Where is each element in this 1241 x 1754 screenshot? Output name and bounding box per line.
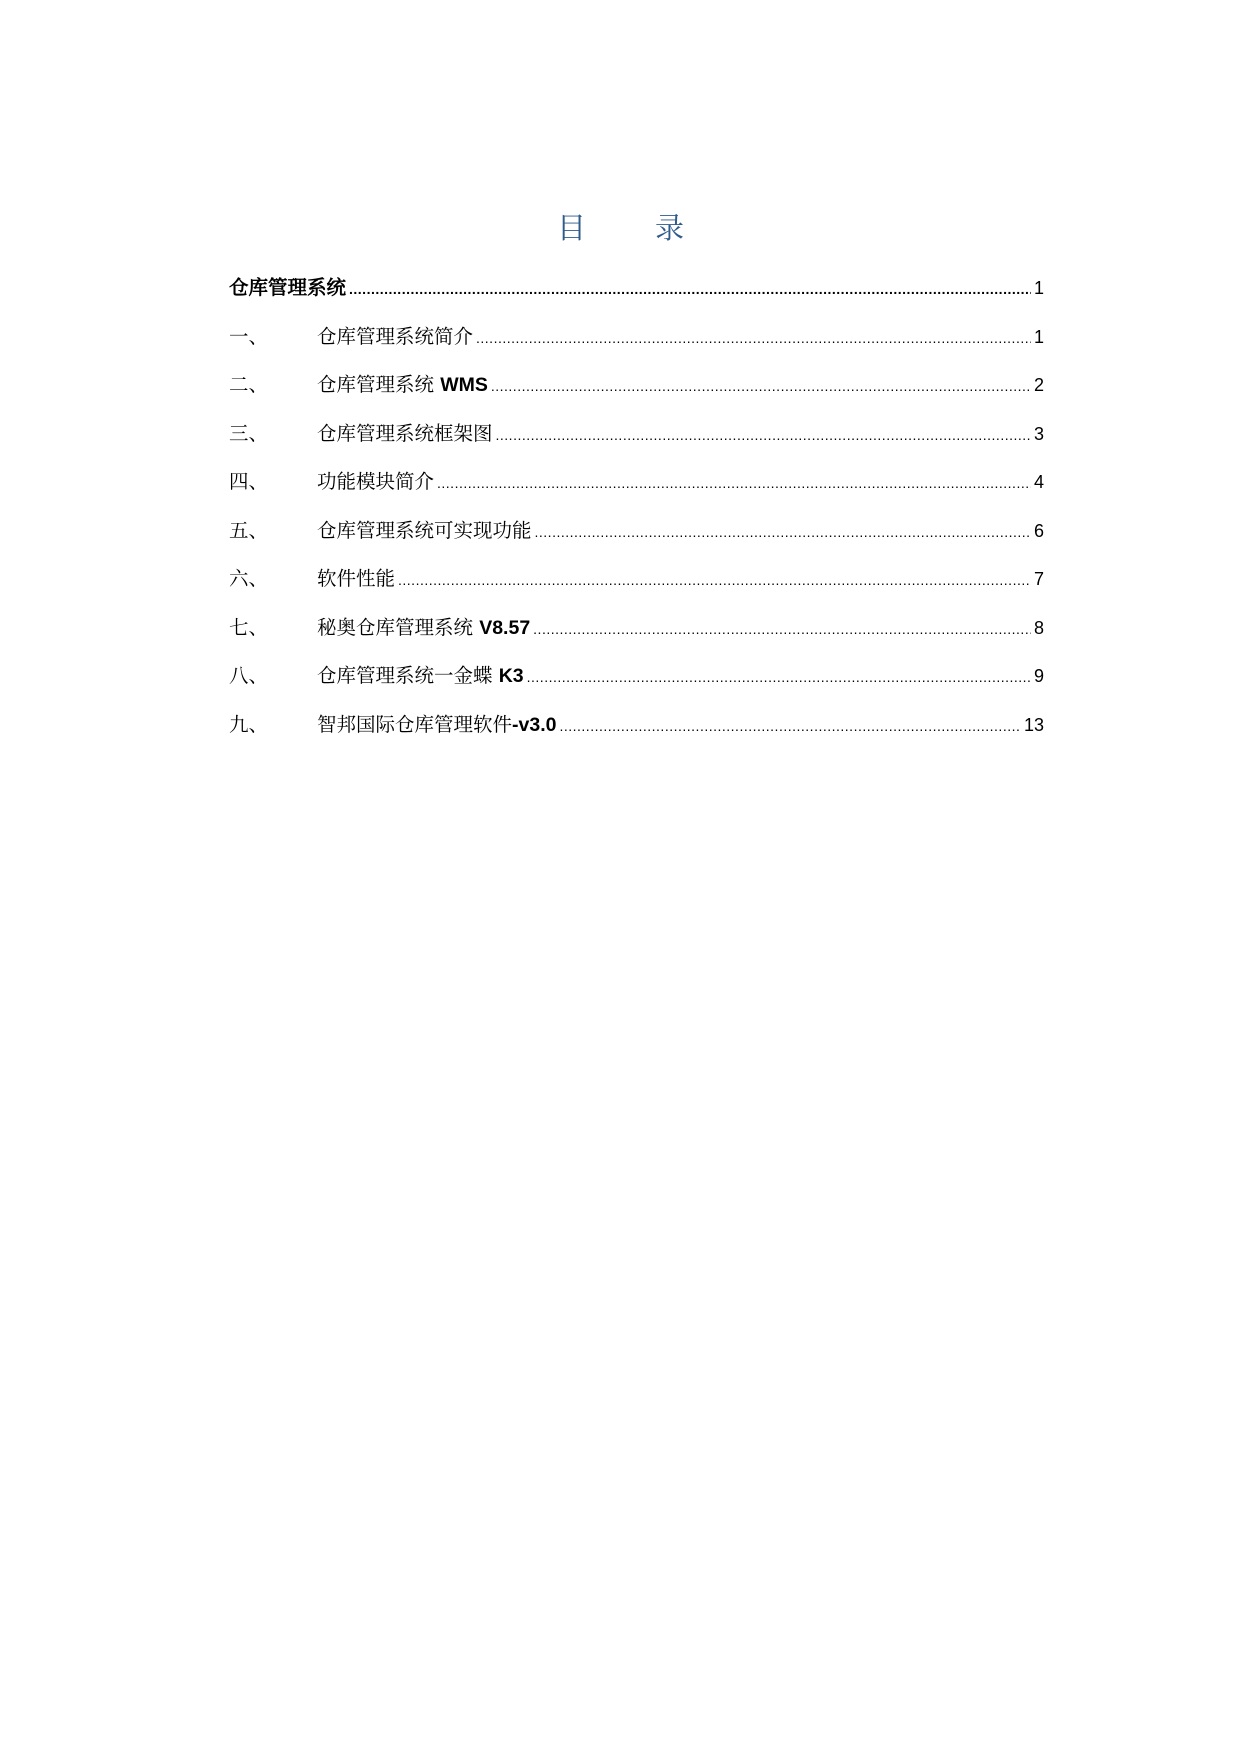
toc-page-number: 9 [1033,666,1044,686]
toc-entry-number: 四、 [229,470,269,493]
toc-entry[interactable] [229,559,1044,608]
toc-entry-title [317,414,493,454]
toc-dot-leader [398,560,1031,600]
toc-entry-title [317,559,395,599]
toc-entry-title-text: 仓库管理系统可实现功能 [317,518,532,542]
toc-entry[interactable] [229,414,1044,463]
toc-entry-number: 五、 [229,518,269,542]
toc-dot-leader [533,609,1031,649]
toc-entry-number: 八、 [229,664,269,687]
toc-page-number: 13 [1023,714,1044,735]
toc-page-number: 4 [1033,472,1044,492]
toc-entry-title-text: 仓库管理系统 [317,373,441,396]
toc-title: 目 录 [556,211,704,245]
toc-page-number: 3 [1033,423,1044,444]
toc-entry[interactable] [229,365,1044,414]
toc-page-number: 6 [1033,520,1044,541]
toc-entry-title-latin: K3 [498,665,524,687]
toc-entry-title-text: 仓库管理系统一金蝶 [317,664,499,687]
toc-entry-title [317,511,532,551]
toc-page-number: 8 [1033,617,1044,638]
toc-dot-leader [476,318,1031,358]
toc-entry-number: 九、 [229,712,269,736]
toc-entry-number: 二、 [229,373,269,396]
toc-entry-title [317,317,473,357]
toc-dot-leader [496,415,1031,455]
toc-entry[interactable] [229,608,1044,657]
toc-entry-title-text: 软件性能 [317,567,396,590]
toc-entry-title [317,462,434,502]
toc-dot-leader [491,366,1031,406]
toc-page-number: 2 [1033,375,1044,395]
toc-entry[interactable] [229,268,1044,317]
toc-entry-title-text: 仓库管理系统简介 [317,324,474,348]
toc-page-number: 1 [1033,278,1044,298]
toc-entry-title-text: 秘奥仓库管理系统 [317,615,480,639]
toc-entry-title [317,365,488,405]
toc-entry-number: 七、 [229,615,269,639]
toc-entry[interactable] [229,317,1044,366]
toc-entry[interactable] [229,462,1044,511]
toc-entry-number: 六、 [229,567,269,590]
toc-dot-leader [527,657,1031,697]
toc-dot-leader [559,706,1021,746]
toc-entry[interactable] [229,511,1044,560]
toc-entry-number: 一、 [229,324,269,348]
toc-entry-title-latin: V8.57 [479,616,531,639]
toc-entry[interactable] [229,656,1044,705]
toc-entry-title [317,656,524,696]
table-of-contents [229,268,1044,753]
toc-entry-number: 三、 [229,421,269,445]
toc-page-number: 1 [1033,326,1044,347]
toc-dot-leader [437,463,1031,503]
toc-entry-title-text: 仓库管理系统框架图 [317,421,493,445]
toc-entry-title [317,705,556,745]
toc-entry[interactable] [229,705,1044,754]
toc-entry-title-text: 仓库管理系统 [229,276,347,299]
toc-entry-title-text: 功能模块简介 [317,470,435,493]
toc-entry-title-text: 智邦国际仓库管理软件 [317,712,513,736]
toc-entry-title [229,268,346,308]
toc-page-number: 7 [1033,569,1044,589]
toc-entry-title-latin: -v3.0 [512,713,557,736]
toc-entry-title-latin: WMS [440,374,488,396]
toc-entry-title [317,608,530,648]
toc-dot-leader [349,269,1031,309]
toc-dot-leader [535,512,1031,552]
